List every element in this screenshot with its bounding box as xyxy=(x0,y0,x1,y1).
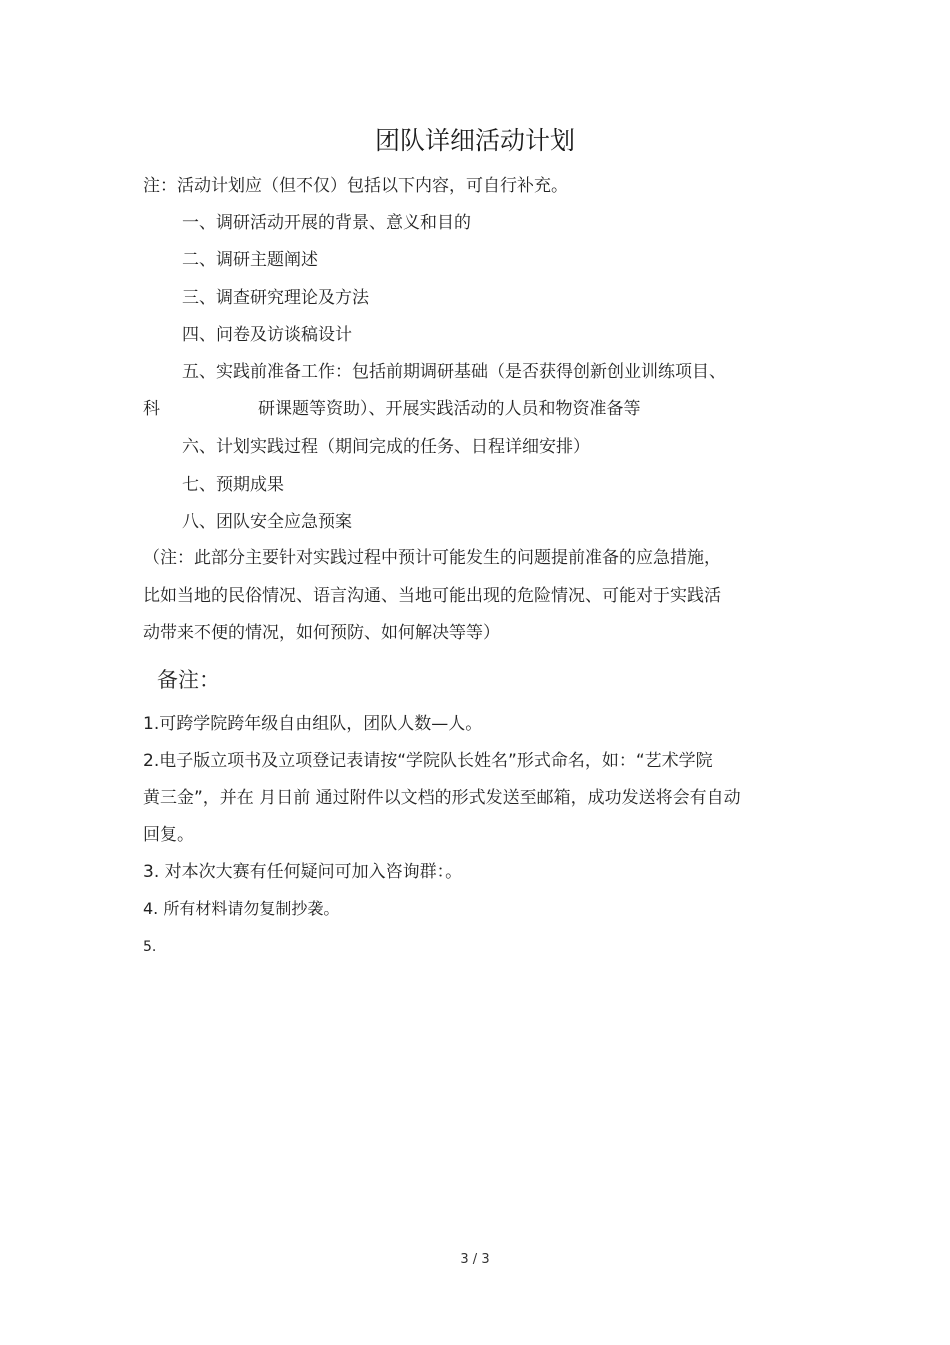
remark-item: 1.可跨学院跨年级自由组队，团队人数—人。 xyxy=(143,714,483,734)
list-item: 六、计划实践过程（期间完成的任务、日程详细安排） xyxy=(182,437,590,457)
list-item: 一、调研活动开展的背景、意义和目的 xyxy=(182,213,471,233)
list-item: 三、调查研究理论及方法 xyxy=(182,288,369,308)
remark-item-continuation: 回复。 xyxy=(143,825,194,845)
remark-item: 4. 所有材料请勿复制抄袭。 xyxy=(143,899,340,918)
safety-note-line: 动带来不便的情况，如何预防、如何解决等等） xyxy=(143,623,500,643)
list-item: 五、实践前准备工作：包括前期调研基础（是否获得创新创业训练项目、 xyxy=(182,362,726,382)
page-number: 3 / 3 xyxy=(460,1252,490,1267)
remark-item-continuation: 黄三金”，并在 月日前 通过附件以文档的形式发送至邮箱，成功发送将会有自动 xyxy=(143,788,741,808)
list-item: 二、调研主题阐述 xyxy=(182,250,318,270)
remark-item: 2.电子版立项书及立项登记表请按“学院队长姓名”形式命名，如：“艺术学院 xyxy=(143,751,713,771)
list-item: 八、团队安全应急预案 xyxy=(182,512,352,532)
list-item: 七、预期成果 xyxy=(182,475,284,495)
safety-note-line: 比如当地的民俗情况、语言沟通、当地可能出现的危险情况、可能对于实践活 xyxy=(143,586,721,606)
list-item-continuation: 研课题等资助）、开展实践活动的人员和物资准备等 xyxy=(258,399,641,419)
list-item: 四、问卷及访谈稿设计 xyxy=(182,325,352,345)
remark-item: 5. xyxy=(143,939,157,955)
note-intro: 注：活动计划应（但不仅）包括以下内容，可自行补充。 xyxy=(143,176,568,196)
remark-item: 3. 对本次大赛有任何疑问可加入咨询群：。 xyxy=(143,862,463,882)
page-title: 团队详细活动计划 xyxy=(374,126,575,155)
remarks-heading: 备注： xyxy=(157,668,220,692)
safety-note-line: （注：此部分主要针对实践过程中预计可能发生的问题提前准备的应急措施， xyxy=(143,548,721,568)
list-item-continuation: 科 xyxy=(143,399,160,419)
